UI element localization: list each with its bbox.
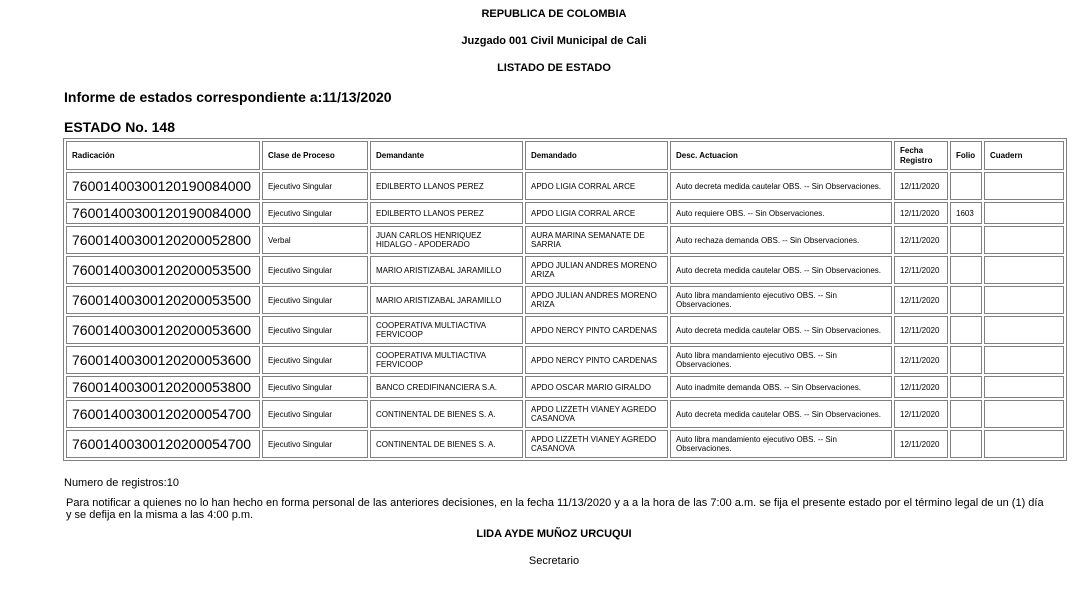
fecha-registro-cell: 12/11/2020 (894, 202, 948, 224)
folio-cell: 1603 (950, 202, 982, 224)
cuaderno-cell (984, 346, 1064, 374)
demandante-cell: MARIO ARISTIZABAL JARAMILLO (370, 256, 523, 284)
cuaderno-cell (984, 256, 1064, 284)
court-heading: Juzgado 001 Civil Municipal de Cali (461, 35, 647, 47)
list-title: LISTADO DE ESTADO (497, 62, 611, 74)
clase-proceso-cell: Ejecutivo Singular (262, 376, 368, 398)
radicacion-cell: 76001400300120200053800 (66, 376, 260, 398)
demandante-cell: JUAN CARLOS HENRIQUEZ HIDALGO - APODERADO (370, 226, 523, 254)
clase-proceso-cell: Ejecutivo Singular (262, 400, 368, 428)
signer-role: Secretario (528, 555, 580, 567)
clase-proceso-cell: Ejecutivo Singular (262, 256, 368, 284)
actuacion-cell: Auto decreta medida cautelar OBS. -- Sin Observaciones. (670, 400, 892, 428)
table-row (66, 286, 1064, 314)
demandado-cell: APDO LIGIA CORRAL ARCE (525, 202, 668, 224)
actuacion-cell: Auto libra mandamiento ejecutivo OBS. -- Sin Observaciones. (670, 430, 892, 458)
demandante-cell: BANCO CREDIFINANCIERA S.A. (370, 376, 523, 398)
table-row (66, 202, 1064, 224)
demandado-cell: APDO LIZZETH VIANEY AGREDO CASANOVA (525, 430, 668, 458)
cuaderno-cell (984, 202, 1064, 224)
table-row (66, 376, 1064, 398)
radicacion-cell: 76001400300120200053600 (66, 346, 260, 374)
clase-proceso-cell: Ejecutivo Singular (262, 286, 368, 314)
estado-table (63, 138, 1067, 461)
folio-cell (950, 316, 982, 344)
folio-cell (950, 346, 982, 374)
table-row (66, 430, 1064, 458)
radicacion-cell: 76001400300120200053500 (66, 286, 260, 314)
actuacion-cell: Auto decreta medida cautelar OBS. -- Sin Observaciones. (670, 316, 892, 344)
actuacion-cell: Auto libra mandamiento ejecutivo OBS. -- Sin Observaciones. (670, 346, 892, 374)
folio-cell (950, 376, 982, 398)
fecha-registro-cell: 12/11/2020 (894, 226, 948, 254)
radicacion-cell: 76001400300120200052800 (66, 226, 260, 254)
demandante-cell: CONTINENTAL DE BIENES S. A. (370, 400, 523, 428)
report-title: Informe de estados correspondiente a:11/13/2020 (64, 89, 392, 105)
folio-cell (950, 256, 982, 284)
folio-cell (950, 400, 982, 428)
estado-number: ESTADO No. 148 (64, 119, 175, 135)
cuaderno-cell (984, 376, 1064, 398)
cuaderno-cell (984, 172, 1064, 200)
demandado-cell: APDO JULIAN ANDRES MORENO ARIZA (525, 256, 668, 284)
fecha-registro-cell: 12/11/2020 (894, 316, 948, 344)
actuacion-cell: Auto decreta medida cautelar OBS. -- Sin Observaciones. (670, 256, 892, 284)
demandado-cell: AURA MARINA SEMANATE DE SARRIA (525, 226, 668, 254)
table-row (66, 400, 1064, 428)
fecha-registro-cell: 12/11/2020 (894, 286, 948, 314)
radicacion-cell: 76001400300120190084000 (66, 172, 260, 200)
record-count: Numero de registros:10 (64, 477, 179, 489)
signer-name: LIDA AYDE MUÑOZ URCUQUI (476, 528, 632, 540)
fecha-registro-cell: 12/11/2020 (894, 430, 948, 458)
table-row (66, 172, 1064, 200)
demandado-cell: APDO LIGIA CORRAL ARCE (525, 172, 668, 200)
clase-proceso-cell: Ejecutivo Singular (262, 430, 368, 458)
actuacion-cell: Auto rechaza demanda OBS. -- Sin Observaciones. (670, 226, 892, 254)
cuaderno-cell (984, 286, 1064, 314)
clase-proceso-cell: Ejecutivo Singular (262, 316, 368, 344)
demandante-cell: COOPERATIVA MULTIACTIVA FERVICOOP (370, 316, 523, 344)
fecha-registro-cell: 12/11/2020 (894, 400, 948, 428)
fecha-registro-cell: 12/11/2020 (894, 172, 948, 200)
cuaderno-cell (984, 226, 1064, 254)
radicacion-cell: 76001400300120200054700 (66, 430, 260, 458)
column-header: Desc. Actuacion (670, 141, 892, 170)
column-header: Fecha Registro (894, 141, 948, 170)
column-header: Radicación (66, 141, 260, 170)
cuaderno-cell (984, 316, 1064, 344)
demandante-cell: EDILBERTO LLANOS PEREZ (370, 172, 523, 200)
demandante-cell: EDILBERTO LLANOS PEREZ (370, 202, 523, 224)
radicacion-cell: 76001400300120200053600 (66, 316, 260, 344)
estado-table-container (63, 138, 1080, 475)
column-header: Demandante (370, 141, 523, 170)
fecha-registro-cell: 12/11/2020 (894, 256, 948, 284)
table-row (66, 256, 1064, 284)
table-header-row (66, 141, 1064, 170)
actuacion-cell: Auto requiere OBS. -- Sin Observaciones. (670, 202, 892, 224)
demandante-cell: CONTINENTAL DE BIENES S. A. (370, 430, 523, 458)
column-header: Clase de Proceso (262, 141, 368, 170)
actuacion-cell: Auto libra mandamiento ejecutivo OBS. -- Sin Observaciones. (670, 286, 892, 314)
column-header: Demandado (525, 141, 668, 170)
folio-cell (950, 172, 982, 200)
folio-cell (950, 430, 982, 458)
radicacion-cell: 76001400300120190084000 (66, 202, 260, 224)
radicacion-cell: 76001400300120200054700 (66, 400, 260, 428)
folio-cell (950, 226, 982, 254)
country-heading: REPUBLICA DE COLOMBIA (481, 8, 627, 20)
demandante-cell: COOPERATIVA MULTIACTIVA FERVICOOP (370, 346, 523, 374)
demandado-cell: APDO JULIAN ANDRES MORENO ARIZA (525, 286, 668, 314)
column-header: Folio (950, 141, 982, 170)
clase-proceso-cell: Ejecutivo Singular (262, 202, 368, 224)
radicacion-cell: 76001400300120200053500 (66, 256, 260, 284)
table-row (66, 226, 1064, 254)
demandante-cell: MARIO ARISTIZABAL JARAMILLO (370, 286, 523, 314)
clase-proceso-cell: Ejecutivo Singular (262, 172, 368, 200)
demandado-cell: APDO NERCY PINTO CARDENAS (525, 316, 668, 344)
folio-cell (950, 286, 982, 314)
cuaderno-cell (984, 430, 1064, 458)
table-row (66, 346, 1064, 374)
column-header: Cuadern (984, 141, 1064, 170)
demandado-cell: APDO LIZZETH VIANEY AGREDO CASANOVA (525, 400, 668, 428)
fecha-registro-cell: 12/11/2020 (894, 346, 948, 374)
cuaderno-cell (984, 400, 1064, 428)
clase-proceso-cell: Ejecutivo Singular (262, 346, 368, 374)
table-row (66, 316, 1064, 344)
demandado-cell: APDO NERCY PINTO CARDENAS (525, 346, 668, 374)
clase-proceso-cell: Verbal (262, 226, 368, 254)
demandado-cell: APDO OSCAR MARIO GIRALDO (525, 376, 668, 398)
fecha-registro-cell: 12/11/2020 (894, 376, 948, 398)
actuacion-cell: Auto decreta medida cautelar OBS. -- Sin Observaciones. (670, 172, 892, 200)
actuacion-cell: Auto inadmite demanda OBS. -- Sin Observaciones. (670, 376, 892, 398)
notice-text: Para notificar a quienes no lo han hecho en forma personal de las anteriores decisiones, en la fecha 11/13/2020 y a a la hora de las 7:00 a.m. se fija el presente estado por el término legal de un (1) día y se defija en la misma a las 4:00 p.m. (66, 497, 1044, 521)
